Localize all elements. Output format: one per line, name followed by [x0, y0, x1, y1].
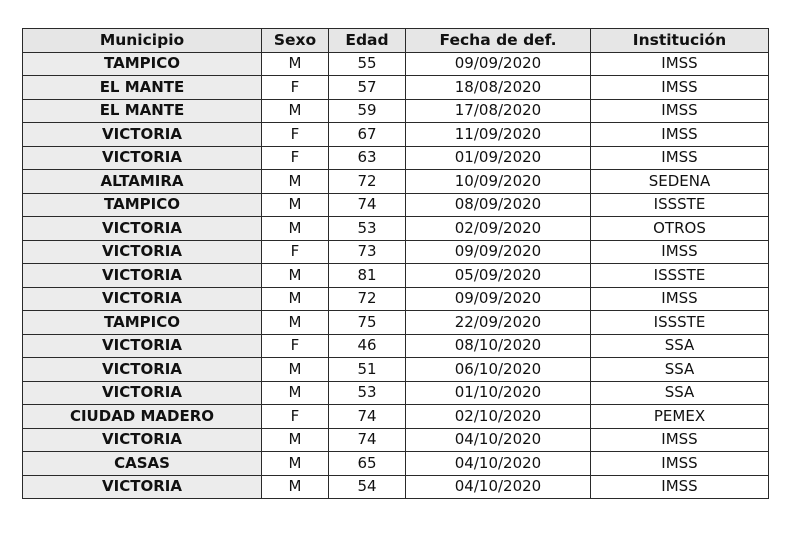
cell-sexo: F [262, 405, 329, 429]
cell-fecha: 09/09/2020 [406, 240, 591, 264]
cell-municipio: TAMPICO [23, 52, 262, 76]
cell-edad: 65 [329, 452, 406, 476]
cell-sexo: F [262, 123, 329, 147]
deaths-table [22, 28, 769, 499]
cell-edad: 59 [329, 99, 406, 123]
cell-edad: 51 [329, 358, 406, 382]
cell-institucion: IMSS [591, 123, 769, 147]
cell-institucion: ISSSTE [591, 311, 769, 335]
cell-sexo: M [262, 428, 329, 452]
cell-edad: 67 [329, 123, 406, 147]
cell-edad: 57 [329, 76, 406, 100]
cell-municipio: VICTORIA [23, 287, 262, 311]
cell-edad: 75 [329, 311, 406, 335]
cell-institucion: SEDENA [591, 170, 769, 194]
header-institucion: Institución [591, 29, 769, 53]
cell-fecha: 04/10/2020 [406, 475, 591, 499]
cell-fecha: 09/09/2020 [406, 52, 591, 76]
cell-sexo: F [262, 240, 329, 264]
table-row [23, 358, 769, 382]
cell-edad: 74 [329, 193, 406, 217]
header-edad: Edad [329, 29, 406, 53]
cell-sexo: F [262, 76, 329, 100]
cell-municipio: VICTORIA [23, 264, 262, 288]
cell-fecha: 01/09/2020 [406, 146, 591, 170]
cell-municipio: VICTORIA [23, 358, 262, 382]
cell-fecha: 11/09/2020 [406, 123, 591, 147]
cell-fecha: 10/09/2020 [406, 170, 591, 194]
cell-sexo: M [262, 358, 329, 382]
cell-municipio: CIUDAD MADERO [23, 405, 262, 429]
cell-edad: 53 [329, 217, 406, 241]
cell-edad: 53 [329, 381, 406, 405]
cell-fecha: 22/09/2020 [406, 311, 591, 335]
table-row [23, 99, 769, 123]
cell-sexo: M [262, 264, 329, 288]
cell-sexo: M [262, 381, 329, 405]
cell-sexo: M [262, 170, 329, 194]
cell-institucion: IMSS [591, 452, 769, 476]
cell-municipio: TAMPICO [23, 193, 262, 217]
header-sexo: Sexo [262, 29, 329, 53]
table-row [23, 334, 769, 358]
table-row [23, 381, 769, 405]
cell-institucion: IMSS [591, 240, 769, 264]
cell-fecha: 04/10/2020 [406, 428, 591, 452]
cell-edad: 73 [329, 240, 406, 264]
cell-municipio: VICTORIA [23, 217, 262, 241]
cell-institucion: IMSS [591, 146, 769, 170]
cell-institucion: IMSS [591, 287, 769, 311]
cell-institucion: IMSS [591, 99, 769, 123]
cell-institucion: IMSS [591, 475, 769, 499]
table-row [23, 264, 769, 288]
table-row [23, 170, 769, 194]
cell-municipio: CASAS [23, 452, 262, 476]
cell-institucion: IMSS [591, 76, 769, 100]
cell-fecha: 17/08/2020 [406, 99, 591, 123]
cell-edad: 72 [329, 170, 406, 194]
table-row [23, 428, 769, 452]
cell-institucion: IMSS [591, 52, 769, 76]
cell-sexo: M [262, 475, 329, 499]
cell-sexo: M [262, 193, 329, 217]
table-row [23, 123, 769, 147]
cell-sexo: M [262, 452, 329, 476]
table-body [23, 52, 769, 499]
cell-fecha: 02/09/2020 [406, 217, 591, 241]
cell-fecha: 01/10/2020 [406, 381, 591, 405]
table-row [23, 475, 769, 499]
cell-sexo: M [262, 52, 329, 76]
cell-fecha: 18/08/2020 [406, 76, 591, 100]
cell-fecha: 09/09/2020 [406, 287, 591, 311]
header-municipio: Municipio [23, 29, 262, 53]
cell-institucion: IMSS [591, 428, 769, 452]
cell-institucion: PEMEX [591, 405, 769, 429]
cell-municipio: VICTORIA [23, 475, 262, 499]
cell-fecha: 08/09/2020 [406, 193, 591, 217]
cell-municipio: VICTORIA [23, 381, 262, 405]
cell-fecha: 06/10/2020 [406, 358, 591, 382]
cell-institucion: ISSSTE [591, 264, 769, 288]
table-row [23, 452, 769, 476]
table-row [23, 193, 769, 217]
cell-sexo: M [262, 99, 329, 123]
header-fecha: Fecha de def. [406, 29, 591, 53]
cell-fecha: 04/10/2020 [406, 452, 591, 476]
cell-sexo: F [262, 334, 329, 358]
cell-municipio: VICTORIA [23, 240, 262, 264]
cell-fecha: 08/10/2020 [406, 334, 591, 358]
cell-municipio: VICTORIA [23, 334, 262, 358]
cell-municipio: VICTORIA [23, 428, 262, 452]
cell-sexo: M [262, 311, 329, 335]
cell-sexo: M [262, 217, 329, 241]
cell-edad: 72 [329, 287, 406, 311]
cell-institucion: ISSSTE [591, 193, 769, 217]
header-row [23, 29, 769, 53]
cell-edad: 46 [329, 334, 406, 358]
cell-fecha: 05/09/2020 [406, 264, 591, 288]
cell-sexo: F [262, 146, 329, 170]
table-row [23, 76, 769, 100]
cell-municipio: EL MANTE [23, 76, 262, 100]
cell-edad: 74 [329, 428, 406, 452]
cell-municipio: VICTORIA [23, 123, 262, 147]
cell-edad: 63 [329, 146, 406, 170]
cell-edad: 55 [329, 52, 406, 76]
cell-municipio: TAMPICO [23, 311, 262, 335]
table-row [23, 311, 769, 335]
cell-institucion: SSA [591, 381, 769, 405]
cell-edad: 54 [329, 475, 406, 499]
cell-institucion: SSA [591, 358, 769, 382]
cell-sexo: M [262, 287, 329, 311]
cell-institucion: SSA [591, 334, 769, 358]
cell-municipio: ALTAMIRA [23, 170, 262, 194]
cell-municipio: EL MANTE [23, 99, 262, 123]
table-row [23, 240, 769, 264]
table-row [23, 217, 769, 241]
table-row [23, 52, 769, 76]
table-header [23, 29, 769, 53]
cell-edad: 74 [329, 405, 406, 429]
cell-municipio: VICTORIA [23, 146, 262, 170]
cell-fecha: 02/10/2020 [406, 405, 591, 429]
table-row [23, 287, 769, 311]
table-row [23, 405, 769, 429]
cell-institucion: OTROS [591, 217, 769, 241]
table-row [23, 146, 769, 170]
cell-edad: 81 [329, 264, 406, 288]
